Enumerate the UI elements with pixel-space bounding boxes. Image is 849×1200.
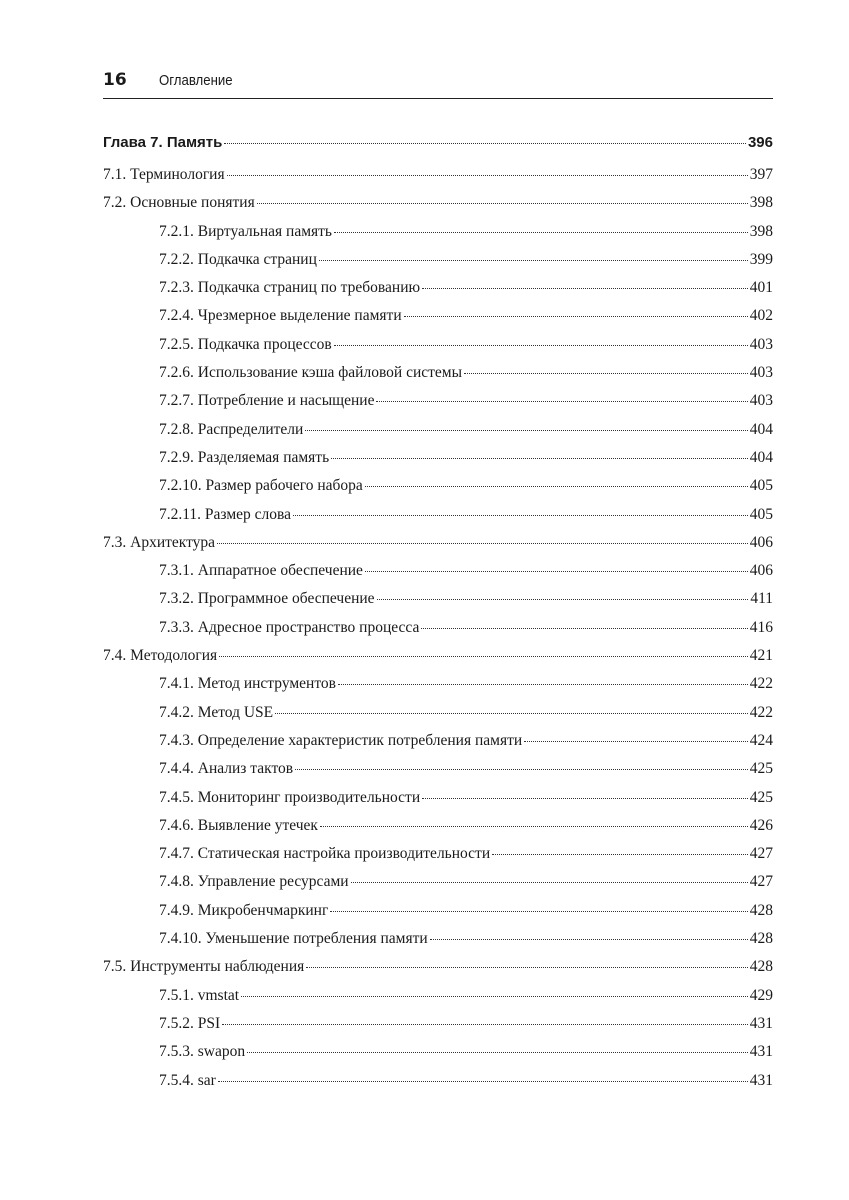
toc-entry-subsection[interactable]: [103, 732, 773, 760]
toc-entry-page: 421: [749, 647, 773, 665]
toc-entry-subsection[interactable]: [103, 307, 773, 335]
toc-entry-page: 405: [749, 477, 773, 495]
toc-entry-subsection[interactable]: [103, 902, 773, 930]
toc-entry-page: 398: [749, 222, 773, 240]
toc-entry-title: 7.3.1. Аппаратное обеспечение: [159, 562, 363, 580]
toc-entry-page: 427: [749, 873, 773, 891]
toc-entry-title: 7.2.1. Виртуальная память: [159, 222, 332, 240]
toc-entry-page: 427: [749, 845, 773, 863]
toc-entry-title: 7.4.7. Статическая настройка производительности: [159, 845, 491, 863]
toc-entry-page: 428: [749, 930, 773, 948]
toc-entry-subsection[interactable]: [103, 590, 773, 618]
toc-entry-page: 397: [749, 166, 773, 183]
dot-leader: [218, 1081, 748, 1082]
dot-leader: [275, 713, 748, 714]
table-of-contents: [103, 134, 773, 1100]
page-number: 16: [103, 70, 127, 90]
toc-entry-section[interactable]: [103, 534, 773, 562]
toc-entry-title: 7.4.3. Определение характеристик потребления памяти: [159, 731, 523, 749]
toc-entry-title: 7.4.1. Метод инструментов: [159, 675, 336, 693]
toc-entry-subsection[interactable]: [103, 223, 773, 251]
dot-leader: [524, 741, 748, 742]
toc-entry-title: 7.5.1. vmstat: [159, 986, 240, 1004]
toc-entry-title: 7.2.8. Распределители: [159, 420, 304, 438]
dot-leader: [306, 967, 747, 968]
dot-leader: [365, 571, 748, 572]
toc-entry-page: 402: [749, 307, 773, 325]
toc-entry-subsection[interactable]: [103, 279, 773, 307]
toc-entry-title: 7.4.10. Уменьшение потребления памяти: [159, 930, 428, 948]
dot-leader: [319, 260, 748, 261]
toc-entry-subsection[interactable]: [103, 619, 773, 647]
toc-entry-title: Глава 7. Память: [103, 134, 223, 151]
toc-entry-subsection[interactable]: [103, 449, 773, 477]
toc-entry-subsection[interactable]: [103, 562, 773, 590]
toc-entry-subsection[interactable]: [103, 760, 773, 788]
dot-leader: [222, 1024, 748, 1025]
toc-entry-title: 7.2.11. Размер слова: [159, 505, 291, 523]
toc-entry-page: 398: [749, 194, 773, 212]
toc-entry-page: 396: [747, 134, 773, 151]
toc-entry-title: 7.2.2. Подкачка страниц: [159, 250, 317, 268]
toc-entry-page: 404: [749, 448, 773, 466]
toc-entry-title: 7.2.6. Использование кэша файловой системы: [159, 364, 463, 382]
toc-entry-page: 431: [749, 1043, 773, 1061]
toc-entry-subsection[interactable]: [103, 251, 773, 279]
toc-entry-page: 416: [749, 618, 773, 636]
toc-entry-title: 7.2.10. Размер рабочего набора: [159, 477, 363, 495]
toc-entry-page: 406: [749, 562, 773, 580]
toc-entry-section[interactable]: [103, 958, 773, 986]
dot-leader: [247, 1052, 748, 1053]
dot-leader: [422, 288, 748, 289]
dot-leader: [257, 203, 748, 204]
toc-entry-page: 403: [749, 335, 773, 353]
toc-entry-title: 7.2.9. Разделяемая память: [159, 448, 330, 466]
toc-entry-subsection[interactable]: [103, 506, 773, 534]
toc-entry-title: 7.4.4. Анализ тактов: [159, 760, 294, 778]
dot-leader: [217, 543, 748, 544]
dot-leader: [421, 628, 747, 629]
dot-leader: [219, 656, 748, 657]
dot-leader: [305, 430, 747, 431]
toc-entry-subsection[interactable]: [103, 477, 773, 505]
dot-leader: [430, 939, 748, 940]
toc-entry-page: 425: [749, 788, 773, 806]
toc-entry-title: 7.3. Архитектура: [103, 533, 216, 551]
toc-entry-page: 403: [749, 392, 773, 410]
toc-entry-section[interactable]: [103, 166, 773, 194]
toc-entry-subsection[interactable]: [103, 987, 773, 1015]
toc-entry-chapter[interactable]: [103, 134, 773, 164]
dot-leader: [320, 826, 748, 827]
toc-entry-subsection[interactable]: [103, 789, 773, 817]
dot-leader: [338, 684, 748, 685]
toc-entry-title: 7.4.9. Микробенчмаркинг: [159, 901, 329, 919]
toc-entry-page: 428: [749, 901, 773, 919]
dot-leader: [227, 175, 748, 176]
toc-entry-title: 7.5.4. sar: [159, 1071, 216, 1089]
toc-entry-page: 425: [749, 760, 773, 778]
toc-entry-page: 431: [749, 1071, 773, 1089]
toc-entry-page: 429: [749, 986, 773, 1004]
dot-leader: [464, 373, 748, 374]
toc-entry-subsection[interactable]: [103, 392, 773, 420]
toc-entry-page: 426: [749, 816, 773, 834]
toc-entry-subsection[interactable]: [103, 364, 773, 392]
dot-leader: [241, 996, 748, 997]
toc-entry-section[interactable]: [103, 647, 773, 675]
dot-leader: [295, 769, 748, 770]
toc-entry-title: 7.5.2. PSI: [159, 1014, 221, 1032]
toc-entry-page: 399: [749, 250, 773, 268]
toc-entry-subsection[interactable]: [103, 1043, 773, 1071]
toc-entry-page: 424: [749, 731, 773, 749]
dot-leader: [351, 882, 748, 883]
toc-entry-title: 7.2.7. Потребление и насыщение: [159, 392, 375, 410]
dot-leader: [334, 232, 748, 233]
toc-entry-section[interactable]: [103, 194, 773, 222]
toc-entry-title: 7.2.3. Подкачка страниц по требованию: [159, 279, 421, 297]
toc-entry-title: 7.3.3. Адресное пространство процесса: [159, 618, 420, 636]
toc-entry-page: 405: [749, 505, 773, 523]
toc-entry-subsection[interactable]: [103, 336, 773, 364]
toc-entry-title: 7.4. Методология: [103, 647, 218, 665]
dot-leader: [492, 854, 748, 855]
page-header: [103, 68, 773, 99]
toc-entry-title: 7.5.3. swapon: [159, 1043, 246, 1061]
toc-entry-page: 422: [749, 703, 773, 721]
running-title: Оглавление: [159, 72, 233, 89]
dot-leader: [377, 599, 749, 600]
toc-entry-title: 7.5. Инструменты наблюдения: [103, 958, 305, 976]
toc-entry-subsection[interactable]: [103, 675, 773, 703]
dot-leader: [365, 486, 748, 487]
dot-leader: [293, 515, 748, 516]
toc-entry-page: 406: [749, 533, 773, 551]
toc-entry-subsection[interactable]: [103, 421, 773, 449]
toc-entry-page: 403: [749, 364, 773, 382]
toc-entry-subsection[interactable]: [103, 817, 773, 845]
toc-entry-subsection[interactable]: [103, 930, 773, 958]
toc-entry-title: 7.2. Основные понятия: [103, 194, 255, 212]
dot-leader: [330, 911, 747, 912]
dot-leader: [404, 316, 748, 317]
toc-entry-title: 7.1. Терминология: [103, 166, 225, 183]
toc-entry-subsection[interactable]: [103, 1072, 773, 1100]
toc-entry-page: 401: [749, 279, 773, 297]
toc-entry-subsection[interactable]: [103, 704, 773, 732]
toc-entry-subsection[interactable]: [103, 873, 773, 901]
toc-entry-page: 422: [749, 675, 773, 693]
toc-entry-page: 431: [749, 1014, 773, 1032]
dot-leader: [376, 401, 747, 402]
toc-entry-page: 404: [749, 420, 773, 438]
toc-entry-title: 7.4.2. Метод USE: [159, 703, 274, 721]
dot-leader: [334, 345, 748, 346]
toc-entry-title: 7.2.4. Чрезмерное выделение памяти: [159, 307, 402, 325]
dot-leader: [331, 458, 748, 459]
toc-entry-title: 7.3.2. Программное обеспечение: [159, 590, 375, 608]
toc-entry-page: 428: [749, 958, 773, 976]
toc-entry-title: 7.4.5. Мониторинг производительности: [159, 788, 421, 806]
toc-entry-subsection[interactable]: [103, 1015, 773, 1043]
dot-leader: [422, 798, 748, 799]
toc-entry-page: 411: [750, 590, 773, 608]
toc-entry-title: 7.2.5. Подкачка процессов: [159, 335, 332, 353]
toc-entry-title: 7.4.6. Выявление утечек: [159, 816, 318, 834]
toc-entry-title: 7.4.8. Управление ресурсами: [159, 873, 349, 891]
dot-leader: [224, 143, 746, 144]
toc-entry-subsection[interactable]: [103, 845, 773, 873]
